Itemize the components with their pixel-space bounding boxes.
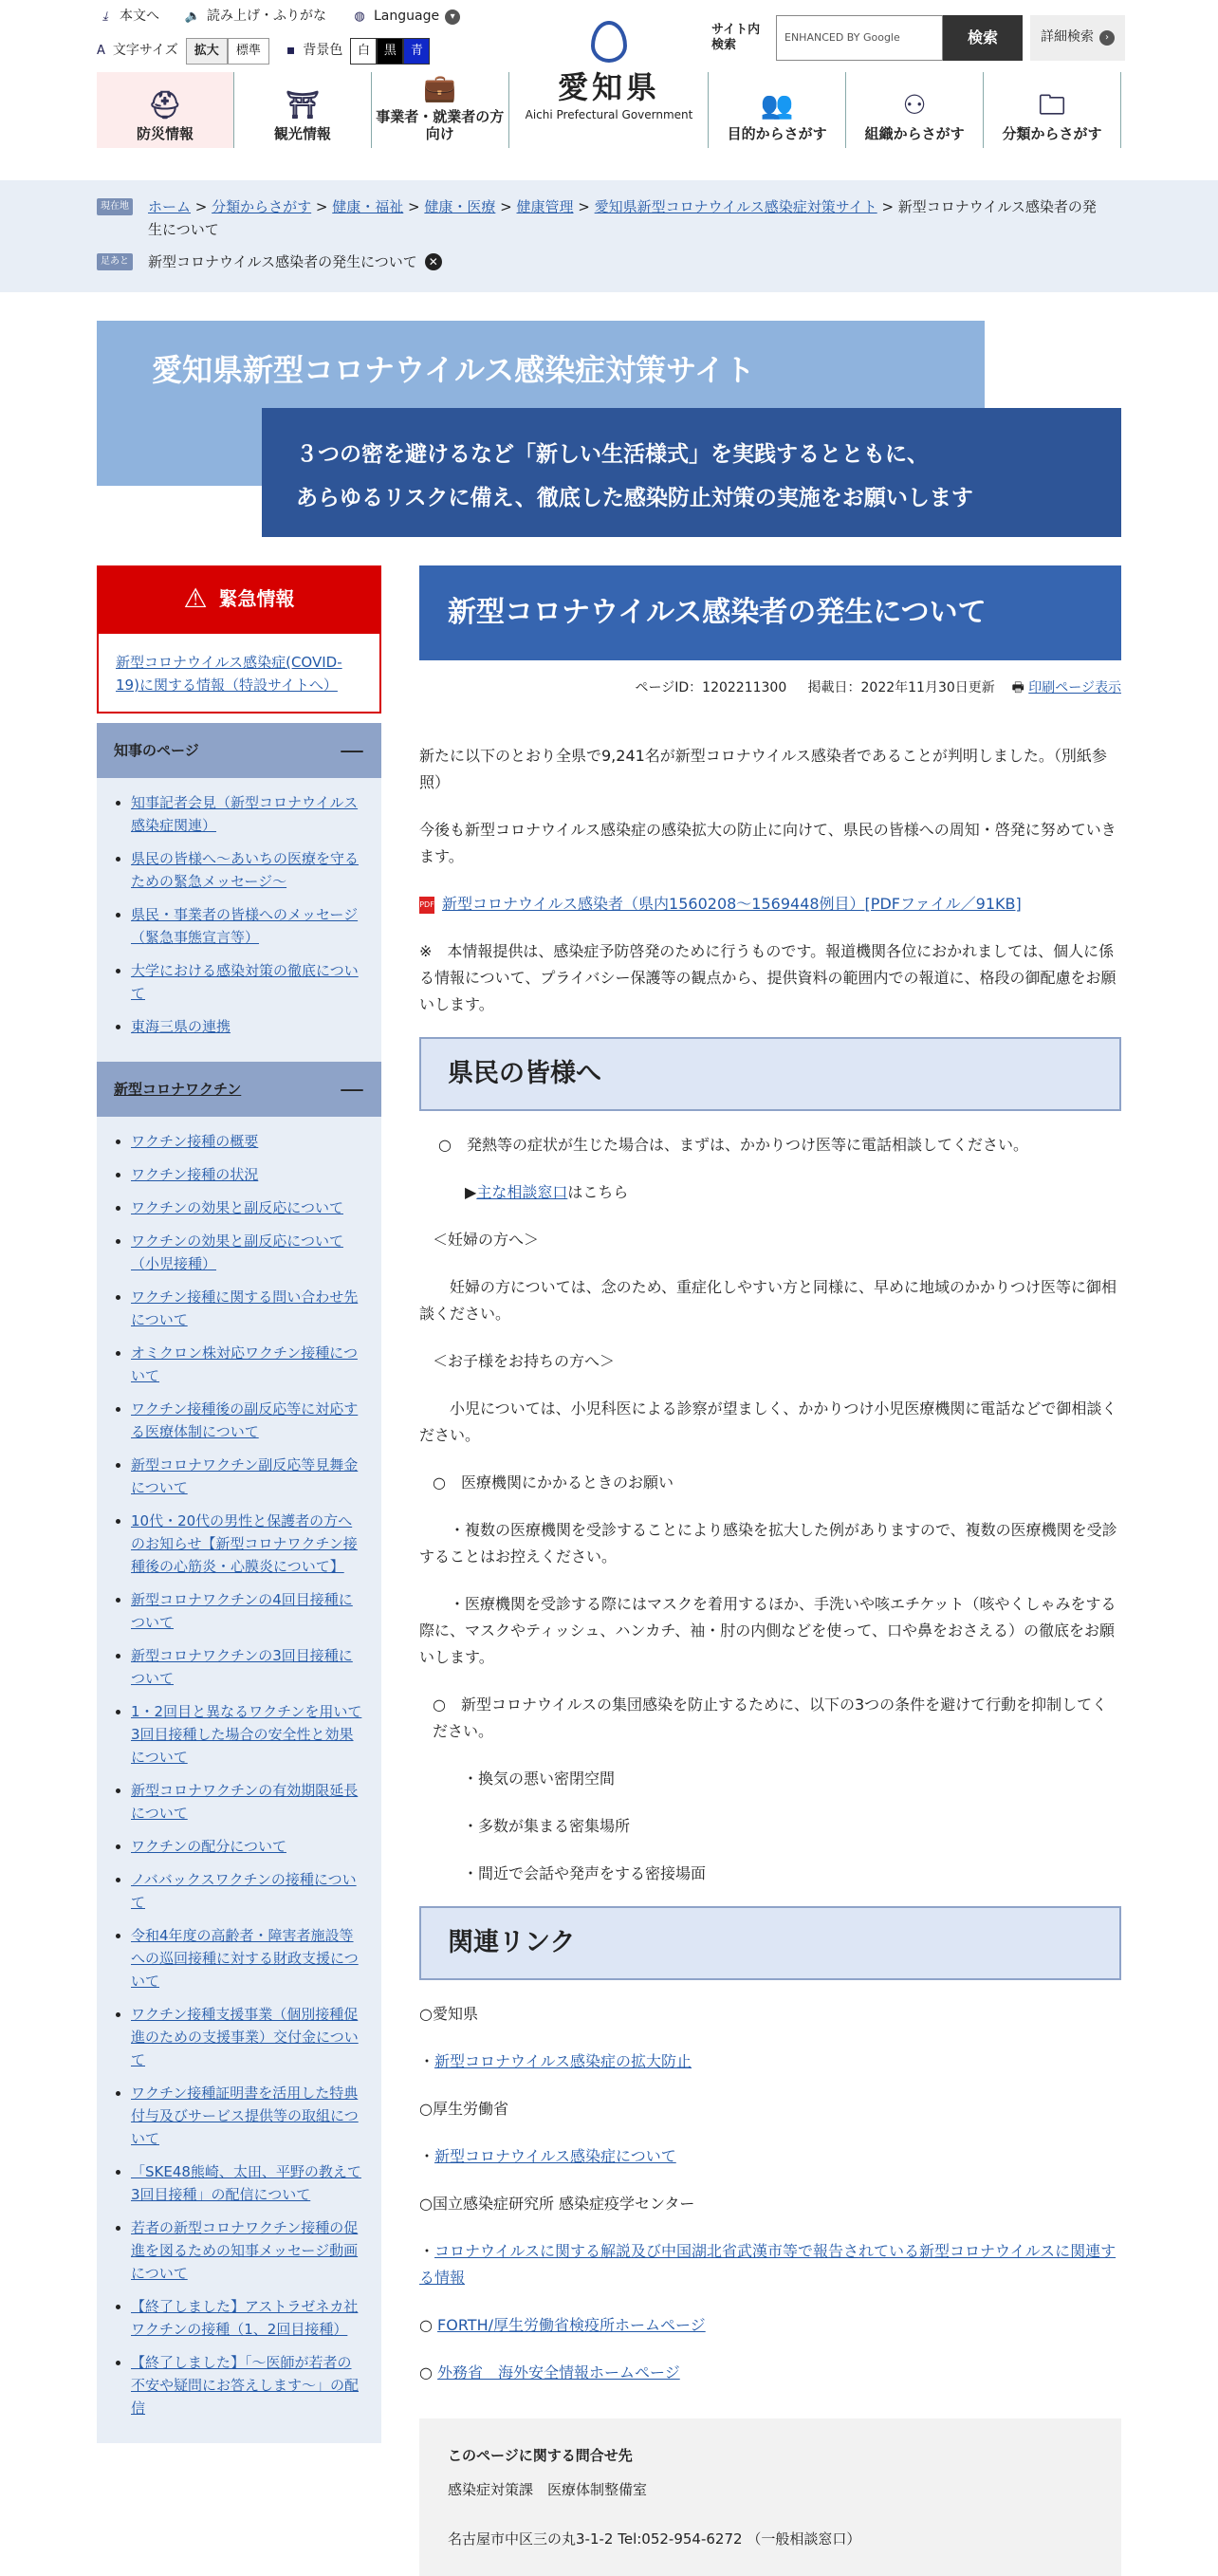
- children-heading: ＜お子様をお持ちの方へ＞: [433, 1352, 616, 1371]
- governor-box-title: 知事のページ: [114, 741, 199, 759]
- breadcrumb-area: [0, 180, 1218, 292]
- bg-color-label: 背景色: [303, 43, 343, 59]
- chevron-down-icon: ▾: [445, 9, 460, 25]
- sidebar-link[interactable]: 10代・20代の男性と保護者の方へのお知らせ【新型コロナワクチン接種後の心筋炎・心膜炎について】: [131, 1512, 358, 1575]
- sidebar-link[interactable]: 新型コロナワクチンの3回目接種について: [131, 1647, 353, 1687]
- logo-japanese: 愛知県: [557, 69, 660, 105]
- link-row: [419, 2143, 1121, 2170]
- link-prevention[interactable]: 新型コロナウイルス感染症の拡大防止: [434, 2052, 692, 2071]
- sidebar-list-item: [131, 1196, 364, 1219]
- arrow-right-icon: ›: [1099, 30, 1115, 46]
- skip-to-content-link[interactable]: ⤓ 本文へ: [97, 6, 159, 28]
- nav-label: 防災情報: [136, 125, 194, 142]
- consult-suffix: はこちら: [567, 1183, 629, 1202]
- sidebar-list-item: [131, 1868, 364, 1914]
- bullet: ・: [419, 2242, 435, 2261]
- sidebar-link[interactable]: 東海三県の連携: [131, 1018, 231, 1035]
- link-mhlw-covid[interactable]: 新型コロナウイルス感染症について: [434, 2147, 676, 2166]
- sidebar-list-item: [131, 1015, 364, 1038]
- sidebar-list-item: [131, 2295, 364, 2341]
- footprint-tag: 足あと: [97, 253, 133, 270]
- banner-message: [262, 408, 1121, 537]
- download-icon: ⤓: [102, 9, 108, 24]
- nav-category[interactable]: [984, 72, 1121, 148]
- nav-purpose[interactable]: [709, 72, 846, 148]
- governor-box-header[interactable]: [97, 723, 381, 778]
- sidebar-list-item: [131, 1230, 364, 1275]
- nav-label: 観光情報: [273, 125, 331, 142]
- link-row: [419, 2238, 1121, 2291]
- residents-section: [419, 1132, 1121, 1206]
- sidebar-list-item: [131, 2160, 364, 2206]
- accessibility-controls: [97, 38, 430, 65]
- footprint: [97, 250, 442, 273]
- briefcase-icon: 💼: [423, 72, 457, 103]
- vaccine-box-list: [97, 1117, 381, 2443]
- link-mofa[interactable]: 外務省 海外安全情報ホームページ: [437, 2363, 680, 2382]
- pregnant-text: 妊婦の方については、念のため、重症化しやすい方と同様に、早めに地域のかかりつけ医等に御相談ください。: [419, 1278, 1117, 1324]
- vaccine-box-header[interactable]: [97, 1062, 381, 1117]
- sidebar-link[interactable]: 若者の新型コロナワクチン接種の促進を図るための知事メッセージ動画について: [131, 2219, 359, 2282]
- sidebar-list-item: [131, 1644, 364, 1690]
- medical-heading: ○ 医療機関にかかるときのお願い: [433, 1473, 674, 1492]
- consult-row: [438, 1179, 1121, 1206]
- sidebar-list-item: [131, 1163, 364, 1186]
- vaccine-box-title: 新型コロナワクチン: [114, 1080, 242, 1098]
- prefecture-emblem-icon: [591, 21, 627, 63]
- bg-blue-button[interactable]: 青: [403, 38, 430, 65]
- main-content: [419, 565, 1121, 2576]
- three-cs-text: ○ 新型コロナウイルスの集団感染を防止するために、以下の3つの条件を避けて行動を抑制してください。: [433, 1696, 1108, 1741]
- collapse-icon: —: [340, 1074, 364, 1103]
- sidebar-link[interactable]: ワクチン接種の概要: [131, 1133, 259, 1150]
- nav-logo-spacer: [509, 72, 709, 148]
- emergency-body: [97, 632, 381, 713]
- intro-paragraph-2: 今後も新型コロナウイルス感染症の感染拡大の防止に向けて、県民の皆様への周知・啓発に努めていきます。: [419, 821, 1116, 866]
- sidebar-list-item: [131, 903, 364, 949]
- advanced-search-button[interactable]: [1030, 15, 1125, 61]
- emergency-title: 緊急情報: [218, 586, 295, 610]
- sidebar-list-item: [131, 2082, 364, 2150]
- sidebar-link[interactable]: ノババックスワクチンの接種について: [131, 1871, 357, 1911]
- sidebar-link[interactable]: ワクチン接種証明書を活用した特典付与及びサービス提供等の取組について: [131, 2085, 359, 2147]
- link-row: [419, 2360, 1121, 2386]
- crumb-medical[interactable]: 健康・医療: [424, 198, 496, 215]
- medical-text-1: ・複数の医療機関を受診することにより感染を拡大した例がありますので、複数の医療機関を受診することはお控えください。: [419, 1521, 1117, 1566]
- font-large-button[interactable]: 拡大: [186, 38, 228, 64]
- search-label: サイト内検索: [711, 23, 761, 52]
- sidebar-list-item: [131, 1510, 364, 1578]
- bullet: ○: [419, 2363, 438, 2382]
- page-title: 新型コロナウイルス感染者の発生について: [419, 565, 1121, 660]
- footprint-item[interactable]: 新型コロナウイルス感染者の発生について: [148, 253, 417, 270]
- sidebar-list-item: [131, 1924, 364, 1992]
- current-location-tag: 現在地: [97, 198, 133, 215]
- sidebar-link[interactable]: 新型コロナワクチンの有効期限延長について: [131, 1782, 359, 1822]
- sidebar-link[interactable]: 新型コロナワクチン副反応等見舞金について: [131, 1456, 359, 1496]
- global-nav: [97, 72, 1121, 148]
- bg-black-button[interactable]: 黒: [377, 38, 403, 65]
- sidebar-list-item: [131, 1700, 364, 1769]
- link-row: [419, 2048, 1121, 2075]
- link-group-mhlw: ○厚生労働省: [419, 2100, 508, 2119]
- bullet: ・: [419, 2147, 435, 2166]
- collapse-icon: —: [340, 735, 364, 765]
- medical-text-2: ・医療機関を受診する際にはマスクを着用するほか、手洗いや咳エチケット（咳やくしゃみをする際に、マスクやティッシュ、ハンカチ、袖・肘の内側などを使って、口や鼻をおさえる）の徹底をお願いします。: [419, 1595, 1116, 1667]
- brush-icon: ▪: [286, 43, 296, 59]
- sidebar-link[interactable]: ワクチン接種支援事業（個別接種促進のための支援事業）交付金について: [131, 2006, 359, 2068]
- sidebar-link[interactable]: ワクチンの配分について: [131, 1838, 286, 1855]
- residents-heading: 県民の皆様へ: [419, 1037, 1121, 1111]
- speaker-icon: 🔈: [184, 9, 201, 24]
- link-group-niid: ○国立感染症研究所 感染症疫学センター: [419, 2195, 695, 2214]
- org-chart-icon: ⚇: [902, 89, 927, 120]
- bullet: ○: [419, 2316, 438, 2335]
- contact-address: 名古屋市中区三の丸3-1-2 Tel:052-954-6272 （一般相談窓口）: [448, 2530, 861, 2548]
- sidebar-link[interactable]: 県民の皆様へ～あいちの医療を守るための緊急メッセージ～: [131, 850, 360, 890]
- crumb-covid-site[interactable]: 愛知県新型コロナウイルス感染症対策サイト: [594, 198, 877, 215]
- sidebar-list-item: [131, 959, 364, 1005]
- sidebar-list-item: [131, 1779, 364, 1825]
- sidebar-link[interactable]: ワクチン接種の状況: [131, 1166, 259, 1183]
- printer-icon: 🖶: [1011, 680, 1024, 695]
- sidebar: [97, 565, 381, 2443]
- nav-tourism[interactable]: [234, 72, 372, 148]
- residents-text: ○ 発熱等の症状が生じた場合は、まずは、かかりつけ医等に電話相談してください。: [438, 1136, 1028, 1155]
- sidebar-list-item: [131, 1130, 364, 1153]
- link-row: [419, 2312, 1121, 2339]
- crumb-health[interactable]: 健康管理: [516, 198, 574, 215]
- sidebar-list-item: [131, 1454, 364, 1499]
- castle-icon: ⛩: [286, 89, 320, 120]
- sidebar-list-item: [131, 2003, 364, 2071]
- emergency-link[interactable]: 新型コロナウイルス感染症(COVID-19)に関する情報（特設サイトへ）: [116, 654, 342, 694]
- nav-label: 組織からさがす: [864, 125, 965, 142]
- logo-english: Aichi Prefectural Government: [525, 108, 693, 121]
- pdf-link[interactable]: 新型コロナウイルス感染者（県内1560208～1569448例目）[PDFファイル／91KB]: [442, 895, 1022, 914]
- people-icon: 👥: [760, 89, 794, 120]
- read-aloud-link[interactable]: 🔈 読み上げ・ふりがな: [184, 9, 326, 24]
- folder-icon: 🗀: [1039, 89, 1066, 120]
- bullet: ・: [419, 2052, 435, 2071]
- sidebar-link[interactable]: ワクチンの効果と副反応について: [131, 1199, 343, 1216]
- three-cs-item: ・間近で会話や発声をする密接場面: [463, 1864, 707, 1883]
- nav-business[interactable]: [372, 72, 509, 148]
- sidebar-list-item: [131, 847, 364, 893]
- consult-link[interactable]: 主な相談窓口: [476, 1183, 568, 1202]
- children-text: 小児については、小児科医による診察が望ましく、かかりつけ小児医療機関に電話などで御相談ください。: [419, 1399, 1117, 1445]
- font-size-label: 文字サイズ: [112, 43, 178, 59]
- sidebar-link[interactable]: ワクチンの効果と副反応について（小児接種）: [131, 1232, 343, 1272]
- search-input[interactable]: ENHANCED BY Google: [776, 15, 943, 61]
- site-header: [0, 0, 1218, 180]
- sidebar-list-item: [131, 791, 364, 837]
- sidebar-link[interactable]: 令和4年度の高齢者・障害者施設等への巡回接種に対する財政支援について: [131, 1927, 359, 1990]
- contact-box: [419, 2418, 1121, 2576]
- nav-label: 目的からさがす: [727, 125, 827, 142]
- crumb-current: 新型コロナウイルス感染者の発生について: [148, 198, 1097, 238]
- sidebar-link[interactable]: 大学における感染対策の徹底について: [131, 962, 359, 1002]
- advanced-search-label: 詳細検索: [1041, 29, 1094, 46]
- sidebar-list-item: [131, 1398, 364, 1443]
- page-id: ページID：1202211300: [635, 680, 787, 695]
- sidebar-link[interactable]: 1・2回目と異なるワクチンを用いて3回目接種した場合の安全性と効果について: [131, 1703, 362, 1766]
- sidebar-list-item: [131, 1588, 364, 1634]
- search-button[interactable]: 検索: [943, 15, 1023, 61]
- three-cs-item: ・換気の悪い密閉空間: [463, 1770, 616, 1788]
- site-search: [711, 15, 1125, 61]
- pdf-row: [419, 891, 1121, 917]
- three-cs-item: ・多数が集まる密集場所: [463, 1817, 631, 1836]
- link-group-aichi: ○愛知県: [419, 2005, 478, 2024]
- emergency-header: [97, 565, 381, 632]
- contact-dept: 感染症対策課 医療体制整備室: [448, 2481, 648, 2499]
- language-link[interactable]: ◍ Language ▾: [351, 6, 460, 28]
- contact-title: このページに関する問合せ先: [448, 2447, 633, 2465]
- banner-title: 愛知県新型コロナウイルス感染症対策サイト: [152, 352, 755, 388]
- arrow-icon: ▶: [465, 1183, 477, 1202]
- links-heading: 関連リンク: [419, 1906, 1121, 1980]
- pdf-icon: PDF: [419, 897, 434, 914]
- sidebar-link[interactable]: 【終了しました】「～医師が若者の不安や疑問にお答えします～」の配信: [131, 2354, 360, 2417]
- crumb-category[interactable]: 分類からさがす: [212, 198, 312, 215]
- sidebar-link[interactable]: 知事記者会見（新型コロナウイルス感染症関連）: [131, 794, 359, 834]
- crumb-welfare[interactable]: 健康・福祉: [332, 198, 404, 215]
- sidebar-link[interactable]: ワクチン接種に関する問い合わせ先について: [131, 1288, 359, 1328]
- sidebar-list-item: [131, 2216, 364, 2285]
- utility-links: [97, 6, 460, 28]
- warning-icon: ⚠: [183, 582, 208, 614]
- press-notice: ※ 本情報提供は、感染症予防啓発のために行うものです。報道機関各位におかれましては、個人に係る情報について、プライバシー保護等の観点から、提供資料の範囲内での報道に、格段の御配慮をお願いします。: [419, 942, 1116, 1014]
- close-icon[interactable]: ✕: [425, 253, 442, 270]
- banner-line-1: ３つの密を避けるなど「新しい生活様式」を実践するとともに、: [296, 442, 929, 467]
- globe-icon: ◍: [354, 9, 365, 24]
- font-normal-button[interactable]: 標準: [228, 38, 269, 64]
- sidebar-link[interactable]: 県民・事業者の皆様へのメッセージ（緊急事態宣言等）: [131, 906, 359, 946]
- sidebar-link[interactable]: 新型コロナワクチンの4回目接種について: [131, 1591, 353, 1631]
- link-forth[interactable]: FORTH/厚生労働省検疫所ホームページ: [437, 2316, 706, 2335]
- sidebar-list-item: [131, 1342, 364, 1387]
- sidebar-list-item: [131, 1835, 364, 1858]
- bg-white-button[interactable]: 白: [350, 38, 377, 65]
- sidebar-link[interactable]: ワクチン接種後の副反応等に対応する医療体制について: [131, 1400, 359, 1440]
- nav-disaster[interactable]: [97, 72, 234, 148]
- link-niid[interactable]: コロナウイルスに関する解説及び中国湖北省武漢市等で報告されている新型コロナウイルスに関連する情報: [419, 2242, 1116, 2288]
- sidebar-link[interactable]: オミクロン株対応ワクチン接種について: [131, 1344, 358, 1384]
- breadcrumb: 現在地 ホーム > 分類からさがす > 健康・福祉 > 健康・医療 > 健康管理 > 愛知県新型コロナウイルス感染症対策サイト > 新型コロナウイルス感染者の発生について: [97, 195, 1121, 241]
- helmet-icon: ⛑: [148, 89, 182, 120]
- sidebar-list-item: [131, 2351, 364, 2419]
- nav-organization[interactable]: [846, 72, 984, 148]
- intro-paragraph: 新たに以下のとおり全県で9,241名が新型コロナウイルス感染者であることが判明しました。（別紙参照）: [419, 747, 1107, 792]
- nav-label: 分類からさがす: [1002, 125, 1102, 142]
- sidebar-link[interactable]: 【終了しました】アストラゼネカ社ワクチンの接種（1、2回目接種）: [131, 2298, 359, 2338]
- banner-line-2: あらゆるリスクに備え、徹底した感染防止対策の実施をお願いします: [296, 486, 973, 510]
- page-date: 掲載日：2022年11月30日更新: [807, 680, 995, 695]
- print-link[interactable]: 印刷ページ表示: [1028, 680, 1121, 695]
- page-meta: [419, 677, 1121, 699]
- pregnant-heading: ＜妊婦の方へ＞: [433, 1231, 540, 1250]
- nav-label: 事業者・就業者の方向け: [376, 108, 505, 142]
- crumb-home[interactable]: ホーム: [148, 198, 192, 215]
- font-size-icon: A: [97, 44, 105, 59]
- sidebar-link[interactable]: 「SKE48熊崎、太田、平野の教えて3回目接種」の配信について: [131, 2163, 361, 2203]
- sidebar-list-item: [131, 1286, 364, 1331]
- governor-box-list: [97, 778, 381, 1062]
